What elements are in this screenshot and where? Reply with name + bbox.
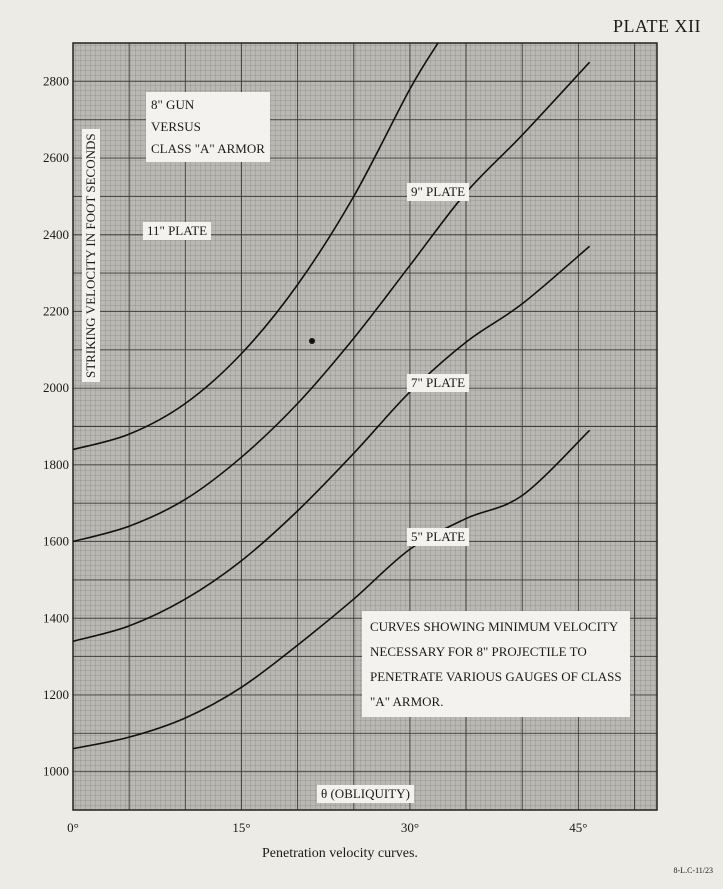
note-line: NECESSARY FOR 8" PROJECTILE TO [370,644,587,659]
x-tick-label: 45° [569,820,588,835]
x-tick-label: 30° [400,820,420,835]
x-tick-label: 15° [232,820,251,835]
y-tick-label: 2000 [43,380,69,396]
y-axis-ticks [43,73,69,778]
label-11-plate: 11" PLATE [143,222,211,240]
y-tick-label: 2600 [43,150,69,166]
note-line: PENETRATE VARIOUS GAUGES OF CLASS [370,669,622,684]
x-axis-label: θ (OBLIQUITY) [317,785,414,803]
y-tick-label: 1200 [43,686,69,702]
gun-annotation-line: 8" GUN [151,97,195,112]
description-note [362,611,630,717]
label-5-plate: 5" PLATE [407,528,469,546]
print-code: 8-L.C-11/23 [673,866,713,875]
y-axis-label-box [82,112,102,382]
gun-annotation-line: CLASS "A" ARMOR [151,141,265,156]
plate-label: PLATE XII [613,16,701,36]
note-line: CURVES SHOWING MINIMUM VELOCITY [370,619,619,634]
y-tick-label: 1800 [43,456,69,472]
x-tick-label: 0° [67,820,79,835]
label-7-plate: 7" PLATE [407,374,469,392]
y-axis-label: STRIKING VELOCITY IN FOOT SECONDS [82,129,100,382]
gun-annotation [146,92,270,162]
gun-annotation-line: VERSUS [151,119,201,134]
y-tick-label: 2200 [43,303,69,319]
x-axis-ticks [67,820,587,835]
note-line: "A" ARMOR. [370,694,444,709]
y-tick-label: 1600 [43,533,69,549]
y-tick-label: 2800 [43,73,69,89]
y-tick-label: 1000 [43,763,69,779]
figure-caption: Penetration velocity curves. [262,846,418,861]
label-9-plate: 9" PLATE [407,183,469,201]
ink-dot [309,338,315,344]
y-tick-label: 1400 [43,610,69,626]
y-tick-label: 2400 [43,226,69,242]
